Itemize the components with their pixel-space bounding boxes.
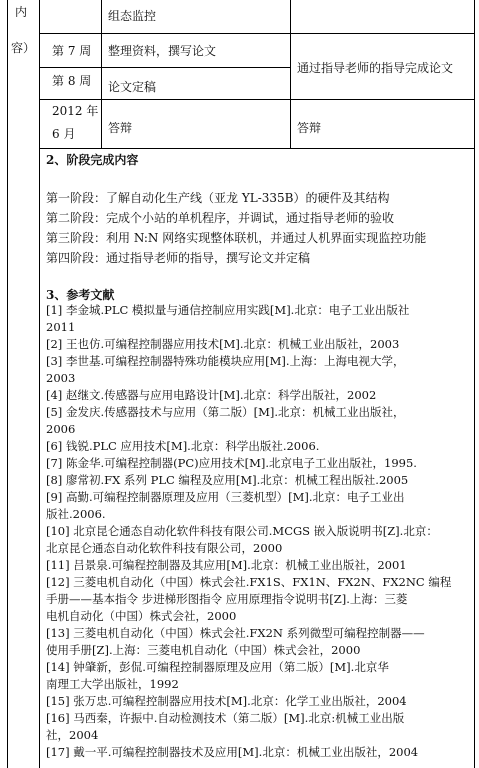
reference-item xyxy=(46,659,472,693)
reference-line: [5] 金发庆.传感器技术与应用（第二版）[M].北京：机械工业出版社， xyxy=(46,405,405,419)
row2-bottom-border xyxy=(40,99,475,100)
reference-item xyxy=(46,744,472,761)
reference-line: [7] 陈金华.可编程控制器(PC)应用技术[M].北京电子工业出版社，1995. xyxy=(46,456,417,470)
section2-heading: 2、阶段完成内容 xyxy=(46,153,139,167)
reference-line: [17] 戴一平.可编程控制器技术及应用[M].北京：机械工业出版社，2004 xyxy=(46,745,419,759)
reference-line: [11] 吕景泉.可编程控制器及其应用[M].北京：机械工业出版社，2001 xyxy=(46,558,407,572)
row1-bottom-border xyxy=(40,67,291,68)
reference-line: [12] 三菱电机自动化（中国）株式会社.FX1S、FX1N、FX2N、FX2NC 编程 xyxy=(46,575,452,589)
schedule-row0-task: 组态监控 xyxy=(108,9,157,23)
reference-item xyxy=(46,523,472,557)
goal-column-border xyxy=(290,0,291,148)
reference-item xyxy=(46,557,472,574)
left-label-line-1: 内 xyxy=(15,5,28,19)
reference-item xyxy=(46,625,472,659)
stage-2: 第二阶段：完成个小站的单机程序，并调试，通过指导老师的验收 xyxy=(46,211,395,225)
schedule-row3-week-year: 2012 年 xyxy=(52,104,99,118)
row0-bottom-border xyxy=(40,33,475,34)
reference-line: 电机自动化（中国）株式会社，2000 xyxy=(46,609,237,623)
reference-line: 版社.2006. xyxy=(46,507,106,521)
stage-3: 第三阶段：利用 N:N 网络实现整体联机，并通过人机界面实现监控功能 xyxy=(46,231,427,245)
reference-line: 使用手册[Z].上海：三菱电机自动化（中国）株式会社，2000 xyxy=(46,643,361,657)
reference-line: 社，2004 xyxy=(46,728,99,742)
table-bottom-border xyxy=(40,148,475,149)
reference-line: [14] 钟肇新，彭侃.可编程控制器原理及应用（第二版）[M].北京华 xyxy=(46,660,389,674)
reference-item xyxy=(46,489,472,523)
frame-right-border xyxy=(474,0,475,768)
reference-line: [8] 廖常初.FX 系列 PLC 编程及应用[M].北京：机械工程出版社.2005 xyxy=(46,473,409,487)
reference-item xyxy=(46,574,472,625)
reference-line: [3] 李世基.可编程控制器特殊功能模块应用[M].上海：上海电视大学， xyxy=(46,354,405,368)
reference-line: [9] 高勤.可编程控制器原理及应用（三菱机型）[M].北京：电子工业出 xyxy=(46,490,405,504)
reference-line: 南理工大学出版社，1992 xyxy=(46,677,179,691)
schedule-row1-task: 整理资料，撰写论文 xyxy=(108,44,217,58)
schedule-row1-week: 第 7 周 xyxy=(52,44,92,58)
reference-line: [6] 钱锐.PLC 应用技术[M].北京：科学出版社.2006. xyxy=(46,439,320,453)
stage-1: 第一阶段：了解自动化生产线（亚龙 YL-335B）的硬件及其结构 xyxy=(46,191,390,205)
left-label-line-2: 容） xyxy=(11,41,36,55)
schedule-row2-week: 第 8 周 xyxy=(52,74,92,88)
reference-item xyxy=(46,693,472,710)
schedule-merged-goal: 通过指导老师的指导完成论文 xyxy=(297,61,454,75)
reference-line: [4] 赵继文.传感器与应用电路设计[M].北京：科学出版社，2002 xyxy=(46,388,377,402)
reference-item xyxy=(46,302,472,336)
label-column-border xyxy=(39,0,40,768)
reference-line: [13] 三菱电机自动化（中国）株式会社.FX2N 系列微型可编程控制器—— xyxy=(46,626,425,640)
reference-item xyxy=(46,710,472,744)
reference-item xyxy=(46,387,472,404)
schedule-row3-task: 答辩 xyxy=(108,121,133,135)
reference-item xyxy=(46,404,472,438)
schedule-row3-goal: 答辩 xyxy=(297,121,322,135)
reference-line: 手册——基本指令 步进梯形图指令 应用原理指令说明书[Z].上海：三菱 xyxy=(46,592,408,606)
reference-line: 2006 xyxy=(46,422,76,436)
week-column-border xyxy=(101,0,102,148)
reference-line: 北京昆仑通态自动化软件科技有限公司，2000 xyxy=(46,541,283,555)
reference-line: 2003 xyxy=(46,371,76,385)
reference-item xyxy=(46,336,472,353)
reference-line: [15] 张万忠.可编程控制器应用技术[M].北京：化学工业出版社，2004 xyxy=(46,694,407,708)
reference-line: [1] 李金城.PLC 模拟量与通信控制应用实践[M].北京：电子工业出版社 xyxy=(46,303,410,317)
reference-line: [10] 北京昆仑通态自动化软件科技有限公司.MCGS 嵌入版说明书[Z].北京： xyxy=(46,524,438,538)
reference-item xyxy=(46,438,472,455)
stage-4: 第四阶段：通过指导老师的指导，撰写论文并定稿 xyxy=(46,251,311,265)
schedule-row2-task: 论文定稿 xyxy=(108,80,157,94)
reference-item xyxy=(46,455,472,472)
reference-line: 2011 xyxy=(46,320,76,334)
frame-left-border xyxy=(7,0,8,768)
reference-line: [16] 马西秦，许振中.自动检测技术（第二版）[M].北京:机械工业出版 xyxy=(46,711,405,725)
reference-item xyxy=(46,353,472,387)
section3-heading: 3、参考文献 xyxy=(46,288,115,302)
reference-item xyxy=(46,472,472,489)
reference-line: [2] 王也仿.可编程控制器应用技术[M].北京：机械工业出版社，2003 xyxy=(46,337,400,351)
schedule-row3-week-month: 6 月 xyxy=(52,127,76,141)
